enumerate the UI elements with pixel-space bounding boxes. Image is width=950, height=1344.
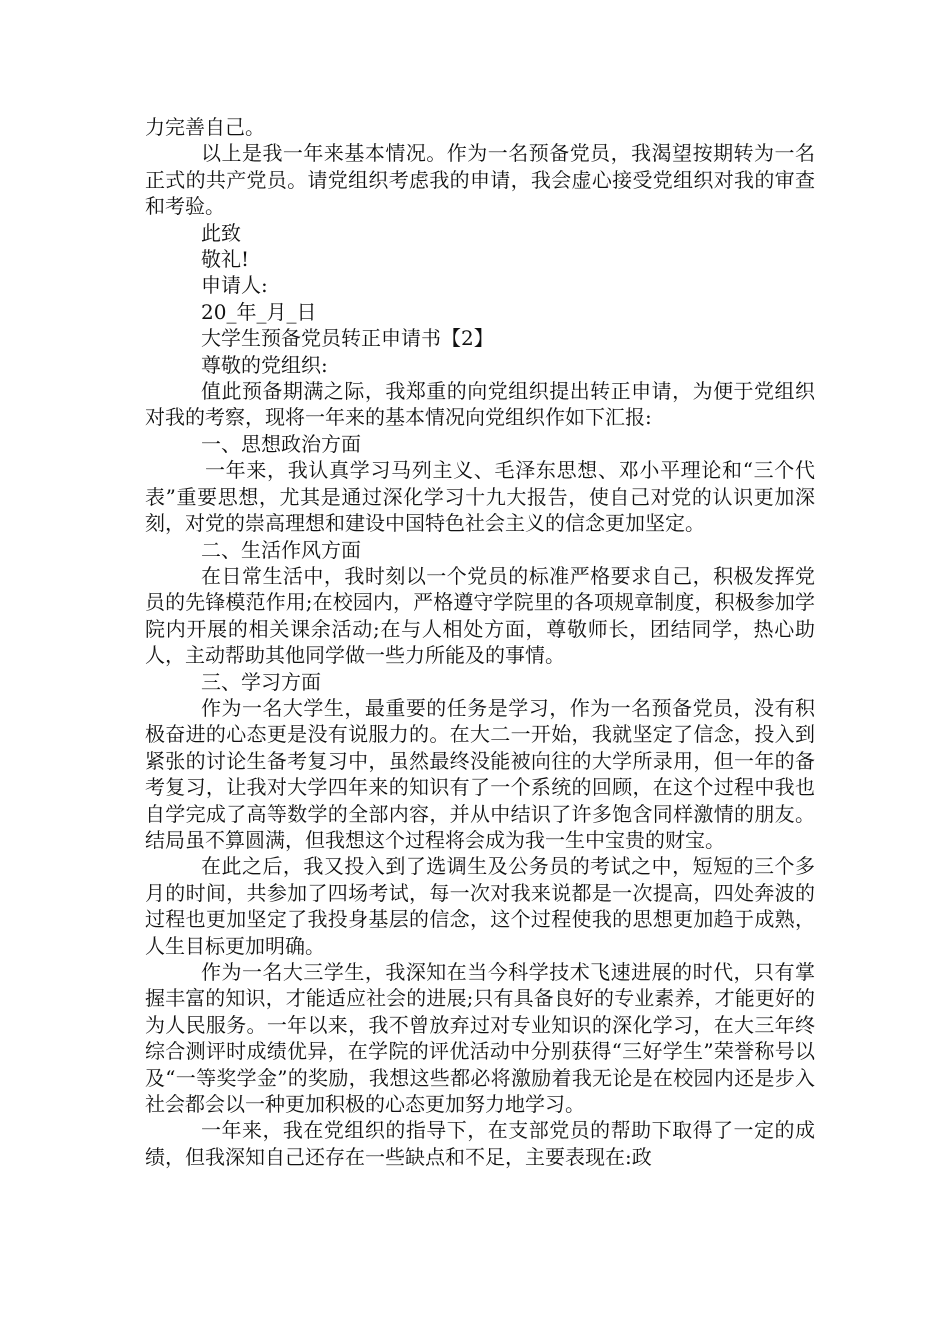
paragraph-lifestyle: 在日常生活中，我时刻以一个党员的标准严格要求自己，积极发挥党员的先锋模范作用;在校园内，严格遵守学院里的各项规章制度，积极参加学院内开展的相关课余活动;在与人相处方面，尊敬师长，团结同学，热心助人，主动帮助其他同学做一些力所能及的事情。	[145, 563, 815, 668]
greeting: 尊敬的党组织:	[201, 352, 328, 377]
closing-salutation: 此致	[201, 220, 241, 245]
paragraph-political: 一年来，我认真学习马列主义、毛泽东思想、邓小平理论和“三个代表”重要思想，尤其是通过深化学习十九大报告，使自己对党的认识更加深刻，对党的崇高理想和建设中国特色社会主义的信念更加坚定。	[145, 458, 815, 536]
document-page	[145, 114, 815, 1170]
paragraph-continuation: 力完善自己。	[145, 115, 265, 139]
applicant-label: 申请人:	[201, 273, 268, 298]
paragraph-shortcomings: 一年来，我在党组织的指导下，在支部党员的帮助下取得了一定的成绩，但我深知自己还存在一些缺点和不足，主要表现在:政	[145, 1118, 815, 1169]
paragraph-intro: 值此预备期满之际，我郑重的向党组织提出转正申请，为便于党组织对我的考察，现将一年来的基本情况向党组织作如下汇报:	[145, 379, 815, 430]
paragraph-study-1: 作为一名大学生，最重要的任务是学习，作为一名预备党员，没有积极奋进的心态更是没有说服力的。在大二一开始，我就坚定了信念，投入到紧张的讨论生备考复习中，虽然最终没能被向往的大学所录用，但一年的备考复习，让我对大学四年来的知识有了一个系统的回顾，在这个过程中我也自学完成了高等数学的全部内容，并从中结识了许多饱含同样激情的朋友。结局虽不算圆满，但我想这个过程将会成为我一生中宝贵的财宝。	[145, 695, 815, 852]
closing-regards: 敬礼!	[201, 247, 250, 272]
date-line: 20_年_月_日	[201, 299, 317, 324]
heading-lifestyle: 二、生活作风方面	[201, 537, 361, 562]
paragraph-summary: 以上是我一年来基本情况。作为一名预备党员，我渴望按期转为一名正式的共产党员。请党组织考虑我的申请，我会虚心接受党组织对我的审查和考验。	[145, 141, 815, 219]
paragraph-study-2: 在此之后，我又投入到了选调生及公务员的考试之中，短短的三个多月的时间，共参加了四场考试，每一次对我来说都是一次提高，四处奔波的过程也更加坚定了我投身基层的信念，这个过程使我的思想更加趋于成熟，人生目标更加明确。	[145, 854, 815, 958]
paragraph-study-3: 作为一名大三学生，我深知在当今科学技术飞速进展的时代，只有掌握丰富的知识，才能适应社会的进展;只有具备良好的专业素养，才能更好的为人民服务。一年以来，我不曾放弃过对专业知识的深化学习，在大三年终综合测评时成绩优异，在学院的评优活动中分别获得“三好学生”荣誉称号以及“一等奖学金”的奖励，我想这些都必将激励着我无论是在校园内还是步入社会都会以一种更加积极的心态更加努力地学习。	[145, 960, 815, 1117]
heading-political: 一、思想政治方面	[201, 431, 361, 456]
heading-study: 三、学习方面	[201, 669, 321, 694]
section-title: 大学生预备党员转正申请书【2】	[201, 326, 494, 351]
